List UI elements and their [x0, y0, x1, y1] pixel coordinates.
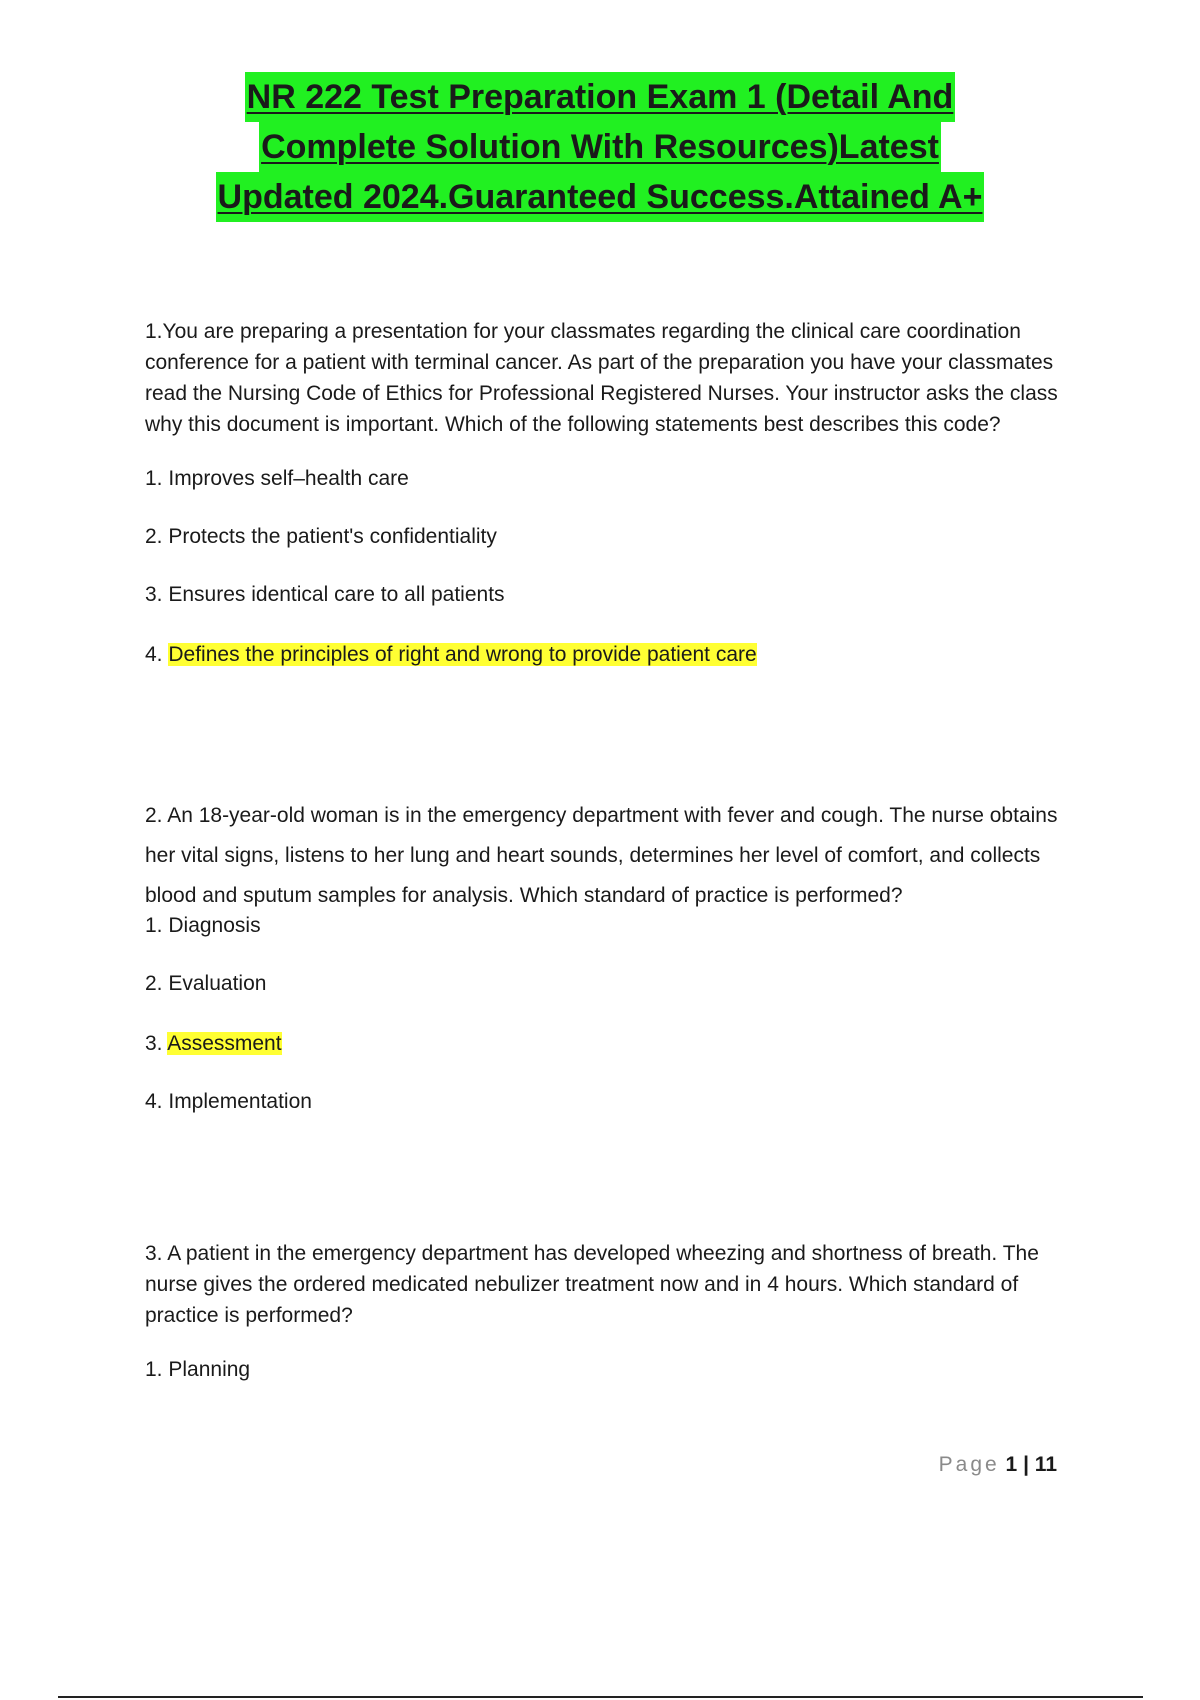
- option-label: Diagnosis: [168, 914, 261, 937]
- question-3-text: 3. A patient in the emergency department has developed wheezing and shortness of breath. The nurse gives the ordered medicated nebulizer treatment now and in 4 hours. Which standard of practice is performed?: [145, 1242, 1039, 1327]
- option-label: Evaluation: [168, 972, 267, 995]
- option-number: 1.: [145, 914, 163, 937]
- question-2-option-2: [145, 968, 1075, 999]
- current-page: 1: [1005, 1453, 1018, 1476]
- title-line-1: NR 222 Test Preparation Exam 1 (Detail And: [245, 72, 956, 122]
- question-1: [145, 316, 1075, 670]
- option-label: Protects the patient's confidentiality: [168, 525, 497, 548]
- option-label: Implementation: [168, 1090, 312, 1113]
- option-number: 1.: [145, 467, 163, 490]
- option-number: 4.: [145, 1090, 163, 1113]
- option-label: Ensures identical care to all patients: [168, 583, 505, 606]
- question-3: [145, 1238, 1075, 1385]
- option-label: Planning: [168, 1358, 251, 1381]
- document-title: [0, 72, 1200, 222]
- option-number: 3.: [145, 583, 163, 606]
- option-number: 2.: [145, 525, 163, 548]
- question-2: [145, 796, 1075, 1117]
- question-2-text: 2. An 18-year-old woman is in the emergency department with fever and cough. The nurse obtains her vital signs, listens to her lung and heart sounds, determines her level of comfort, and collects blood and sputum samples for analysis. Which standard of practice is performed?: [145, 804, 1058, 907]
- option-number: 2.: [145, 972, 163, 995]
- option-label: Improves self–health care: [168, 467, 409, 490]
- option-number: 4.: [145, 643, 163, 666]
- total-pages: 11: [1034, 1453, 1057, 1476]
- question-1-option-1: [145, 463, 1075, 494]
- question-1-option-2: [145, 521, 1075, 552]
- page-number: [939, 1453, 1057, 1477]
- question-2-option-4: [145, 1086, 1075, 1117]
- page-separator: |: [1023, 1453, 1029, 1476]
- page-word: Page: [938, 1453, 1000, 1476]
- question-3-option-1: [145, 1354, 1075, 1385]
- question-1-option-3: [145, 579, 1075, 610]
- option-number: 1.: [145, 1358, 163, 1381]
- correct-answer-highlight: Assessment: [167, 1032, 282, 1055]
- correct-answer-highlight: Defines the principles of right and wrong to provide patient care: [168, 643, 757, 666]
- question-1-option-4: [145, 639, 1075, 670]
- bottom-divider: [58, 1696, 1143, 1698]
- question-1-text: 1.You are preparing a presentation for your classmates regarding the clinical care coordination conference for a patient with terminal cancer. As part of the preparation you have your classmates read the Nursing Code of Ethics for Professional Registered Nurses. Your instructor asks the class why this document is important. Which of the following statements best describes this code?: [145, 320, 1058, 436]
- option-number: 3.: [145, 1032, 163, 1055]
- title-line-2: Complete Solution With Resources)Latest: [259, 122, 941, 172]
- title-line-3: Updated 2024.Guaranteed Success.Attained A+: [216, 172, 985, 222]
- question-2-option-3: [145, 1028, 1075, 1059]
